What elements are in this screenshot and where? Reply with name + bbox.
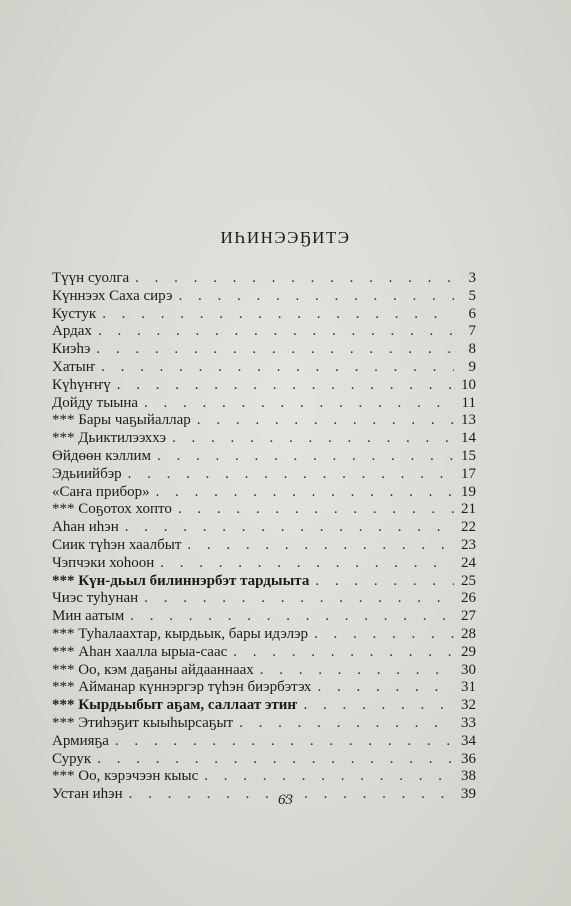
toc-entry-page: 14 — [461, 430, 476, 447]
toc-entry — [52, 395, 476, 413]
dot-leader — [102, 306, 454, 324]
toc-entry-page: 3 — [468, 270, 476, 286]
toc-entry — [52, 751, 476, 769]
toc-entry — [52, 608, 476, 626]
toc-entry-title: Өйдөөн кэллим — [52, 447, 152, 464]
dot-leader — [178, 288, 454, 306]
toc-entry — [52, 679, 476, 697]
toc-entry-page: 11 — [461, 394, 476, 411]
toc-entry-page: 5 — [468, 287, 476, 304]
toc-entry — [52, 768, 476, 786]
toc-entry — [52, 288, 476, 306]
toc-entry — [52, 662, 476, 680]
toc-entry — [52, 412, 476, 430]
toc-entry — [52, 466, 476, 484]
dot-leader — [187, 537, 454, 555]
toc-entry — [52, 715, 476, 733]
toc-entry-title: Сиик түһэн хаалбыт — [52, 536, 182, 553]
dot-leader — [317, 679, 454, 697]
toc-entry-title: Армияҕа — [52, 732, 109, 749]
toc-entry — [52, 555, 476, 573]
dot-leader — [156, 484, 454, 502]
dot-leader — [125, 519, 454, 537]
toc-entry-title: Киэһэ — [52, 341, 91, 358]
toc-entry — [52, 590, 476, 608]
toc-entry — [52, 501, 476, 519]
toc-entry-page: 8 — [468, 341, 476, 358]
toc-entry-page: 9 — [468, 358, 476, 375]
toc-entry — [52, 430, 476, 448]
toc-entry-page: 39 — [461, 786, 476, 803]
toc-entry-page: 26 — [461, 590, 476, 607]
dot-leader — [314, 626, 454, 644]
page-number: 63 — [278, 792, 293, 808]
dot-leader — [197, 412, 454, 430]
toc-entry-page: 28 — [461, 625, 476, 642]
dot-leader — [160, 555, 454, 573]
toc-entry-page: 34 — [461, 732, 476, 749]
dot-leader — [98, 323, 454, 341]
toc-entry-title: *** Оо, кэрэчээн кыыс — [52, 768, 199, 785]
dot-leader — [144, 395, 454, 413]
toc-entry — [52, 484, 476, 502]
toc-entry — [52, 644, 476, 662]
toc-entry — [52, 537, 476, 555]
toc-entry-title: Ардах — [52, 323, 92, 340]
toc-entry-page: 29 — [461, 643, 476, 660]
toc-entry-title: Күһүҥҥү — [52, 376, 111, 393]
toc-entry-page: 21 — [461, 501, 476, 518]
toc-entry-page: 38 — [461, 768, 476, 785]
toc-entry-page: 25 — [461, 572, 476, 589]
toc-entry-page: 7 — [468, 323, 476, 340]
toc-entry-title: Күннээх Саха сирэ — [52, 287, 173, 304]
toc-entry — [52, 519, 476, 537]
toc-entry-title: *** Туһалаахтар, кырдьык, бары идэлэр — [52, 625, 309, 642]
dot-leader — [178, 501, 454, 519]
page-title: ИҺИНЭЭҔИТЭ — [220, 228, 351, 247]
dot-leader — [303, 697, 454, 715]
toc-entry-title: *** Кырдьыбыт аҕам, саллаат этиҥ — [52, 697, 298, 714]
toc-entry-title: *** Айманар күннэргэр түһэн биэрбэтэх — [52, 679, 312, 696]
dot-leader — [315, 573, 454, 591]
toc-entry-title: Хатыҥ — [52, 358, 96, 375]
toc-entry — [52, 377, 476, 395]
toc-entry-title: *** Күн-дьыл билиннэрбэт тардыыта — [52, 572, 310, 589]
dot-leader — [135, 270, 454, 288]
dot-leader — [260, 662, 454, 680]
toc-entry — [52, 270, 476, 288]
dot-leader — [239, 715, 454, 733]
toc-entry-page: 33 — [461, 714, 476, 731]
toc-entry-title: Чиэс туһунан — [52, 590, 139, 607]
toc-entry-title: «Саҥа прибор» — [52, 483, 150, 500]
toc-entry-title: Түүн суолга — [52, 270, 130, 286]
toc-entry-page: 19 — [461, 483, 476, 500]
toc-entry-page: 24 — [461, 554, 476, 571]
dot-leader — [128, 466, 454, 484]
toc-entry-title: Эдьиийбэр — [52, 465, 122, 482]
toc-entry-title: *** Бары чаҕыйаллар — [52, 412, 191, 429]
toc-entry-page: 36 — [461, 750, 476, 767]
toc-entry-page: 10 — [461, 376, 476, 393]
toc-entry-page: 22 — [461, 519, 476, 536]
toc-entry-page: 32 — [461, 697, 476, 714]
toc-entry — [52, 573, 476, 591]
toc-entry-title: *** Соҕотох хопто — [52, 501, 172, 518]
toc-entry-title: Кустук — [52, 305, 97, 322]
toc-entry — [52, 733, 476, 751]
toc-entry — [52, 306, 476, 324]
dot-leader — [157, 448, 454, 466]
dot-leader — [97, 751, 454, 769]
dot-leader — [117, 377, 454, 395]
show-through-shadow — [170, 95, 470, 135]
dot-leader — [115, 733, 454, 751]
toc-entry-title: Сурук — [52, 750, 92, 767]
toc-entry-title: Устан иһэн — [52, 786, 123, 803]
toc-entry-title: Дойду тыына — [52, 394, 139, 411]
toc-entry-page: 30 — [461, 661, 476, 678]
toc-entry — [52, 341, 476, 359]
toc-entry — [52, 448, 476, 466]
toc-entry — [52, 626, 476, 644]
dot-leader — [96, 341, 454, 359]
toc-entry — [52, 359, 476, 377]
dot-leader — [233, 644, 454, 662]
toc-entry-title: Аһан иһэн — [52, 519, 119, 536]
toc-entry-title: Мин аатым — [52, 608, 125, 625]
toc-entry-page: 6 — [468, 305, 476, 322]
toc-entry-page: 31 — [461, 679, 476, 696]
toc-entry — [52, 697, 476, 715]
toc-entry-page: 15 — [461, 447, 476, 464]
dot-leader — [144, 590, 454, 608]
dot-leader — [130, 608, 454, 626]
table-of-contents — [52, 270, 476, 804]
toc-entry-title: *** Оо, кэм даҕаны айдааннаах — [52, 661, 254, 678]
toc-entry-title: Чэпчэки хоһоон — [52, 554, 155, 571]
toc-entry-page: 17 — [461, 465, 476, 482]
dot-leader — [172, 430, 454, 448]
dot-leader — [204, 768, 454, 786]
toc-entry-title: *** Аһан хаалла ырыа-саас — [52, 643, 228, 660]
toc-entry-title: *** Этиһэҕит кыыһырсаҕыт — [52, 714, 234, 731]
toc-entry-page: 13 — [461, 412, 476, 429]
toc-entry — [52, 323, 476, 341]
toc-entry-page: 23 — [461, 536, 476, 553]
dot-leader — [101, 359, 454, 377]
toc-entry-page: 27 — [461, 608, 476, 625]
toc-entry-title: *** Дьиктилээххэ — [52, 430, 167, 447]
